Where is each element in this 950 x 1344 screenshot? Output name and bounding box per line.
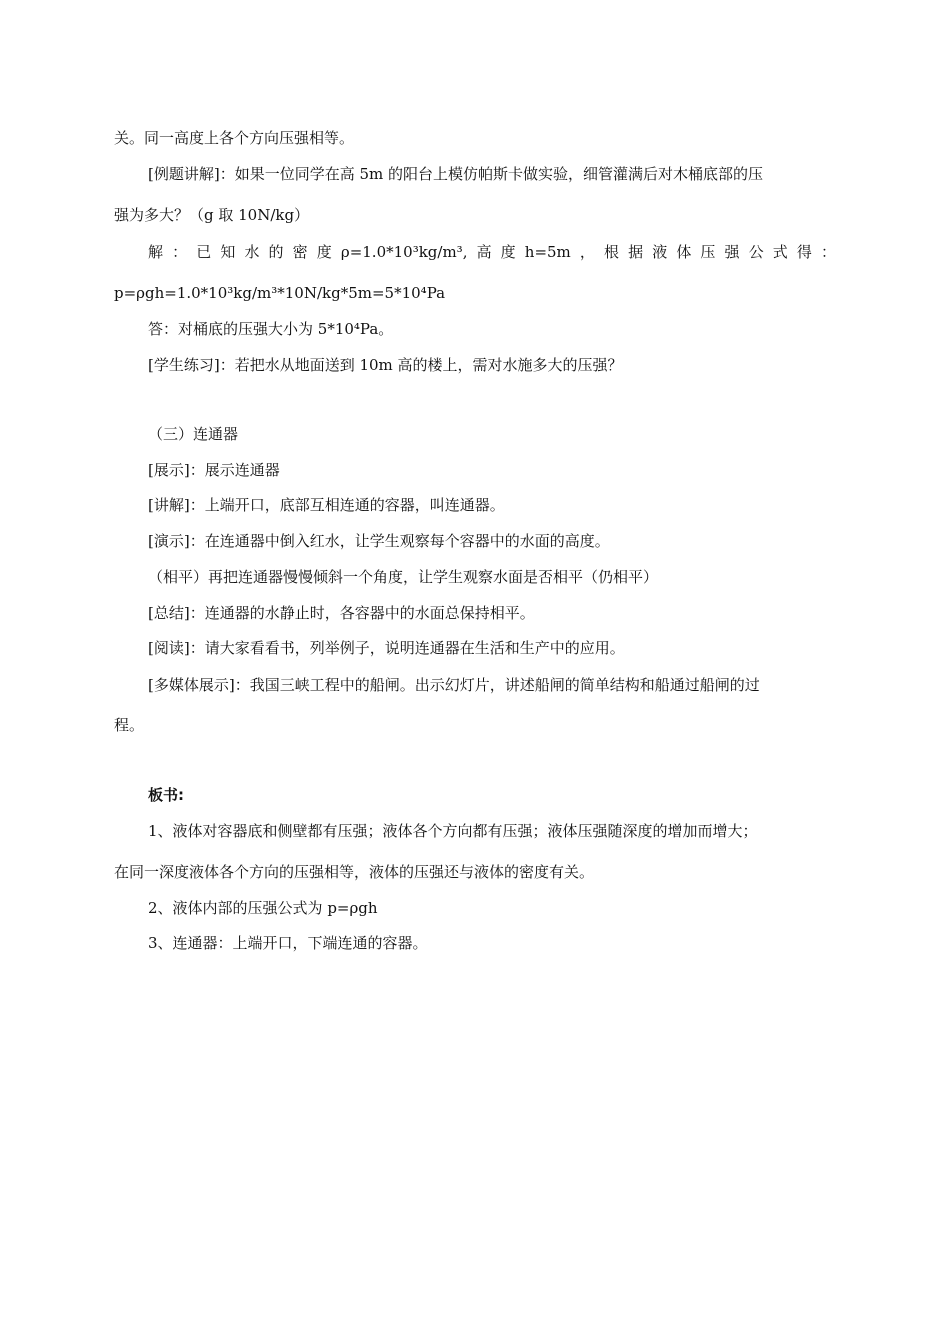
solution-word: 得 [796, 243, 812, 261]
board-item-2: 2、液体内部的压强公式为 p=ρgh [148, 899, 378, 917]
paragraph-text: [演示]：在连通器中倒入红水，让学生观察每个容器中的水面的高度。 [148, 532, 610, 550]
solution-line-1 [148, 242, 836, 262]
board-item-1-line-1: 1、液体对容器底和侧壁都有压强；液体各个方向都有压强；液体压强随深度的增加而增大； [148, 822, 758, 840]
solution-line-2: p=ρgh=1.0*10³kg/m³*10N/kg*5m=5*10⁴Pa [114, 284, 446, 302]
solution-word: 公 [748, 243, 764, 261]
board-title: 板书: [148, 786, 184, 804]
paragraph-text: 关。同一高度上各个方向压强相等。 [114, 129, 355, 147]
solution-word: 体 [676, 243, 692, 261]
solution-word: 的 [268, 243, 284, 261]
solution-word: ： [820, 243, 836, 261]
solution-word: 压 [700, 243, 716, 261]
board-item-3: 3、连通器：上端开口，下端连通的容器。 [148, 934, 428, 952]
multimedia-line-2: 程。 [114, 716, 145, 734]
section-heading: （三）连通器 [148, 425, 239, 443]
solution-word: 液 [652, 243, 668, 261]
example-question-line-1: [例题讲解]：如果一位同学在高 5m 的阳台上模仿帕斯卡做实验，细管灌满后对木桶底部的压 [148, 165, 764, 183]
solution-word: 强 [724, 243, 740, 261]
solution-word: 知 [220, 243, 236, 261]
paragraph-text: [阅读]：请大家看看书，列举例子，说明连通器在生活和生产中的应用。 [148, 639, 625, 657]
answer-text: 答：对桶底的压强大小为 5*10⁴Pa。 [148, 320, 394, 338]
paragraph-text: （相平）再把连通器慢慢倾斜一个角度，让学生观察水面是否相平（仍相平） [148, 568, 659, 586]
solution-word: 解 [148, 243, 164, 261]
paragraph-text: [总结]：连通器的水静止时，各容器中的水面总保持相平。 [148, 604, 535, 622]
solution-word: 据 [628, 243, 644, 261]
solution-word: ： [172, 243, 188, 261]
solution-word: 根 [603, 243, 619, 261]
solution-word: ρ=1.0*10³kg/m³, [340, 243, 468, 261]
solution-word: h=5m [524, 243, 571, 261]
paragraph-text: [展示]：展示连通器 [148, 461, 280, 479]
solution-word: 水 [244, 243, 260, 261]
solution-word: 度 [316, 243, 332, 261]
student-exercise-text: [学生练习]：若把水从地面送到 10m 高的楼上，需对水施多大的压强？ [148, 356, 623, 374]
board-item-1-line-2: 在同一深度液体各个方向的压强相等，液体的压强还与液体的密度有关。 [114, 863, 595, 881]
example-question-line-2: 强为多大？（g 取 10N/kg） [114, 206, 310, 224]
solution-word: 已 [196, 243, 212, 261]
solution-word: 度 [500, 243, 516, 261]
solution-word: 密 [292, 243, 308, 261]
solution-word: 式 [772, 243, 788, 261]
paragraph-text: [讲解]：上端开口，底部互相连通的容器，叫连通器。 [148, 496, 505, 514]
solution-word: 高 [476, 243, 492, 261]
multimedia-line-1: [多媒体展示]：我国三峡工程中的船闸。出示幻灯片，讲述船闸的简单结构和船通过船闸的过 [148, 676, 760, 694]
solution-word: ， [579, 243, 595, 261]
